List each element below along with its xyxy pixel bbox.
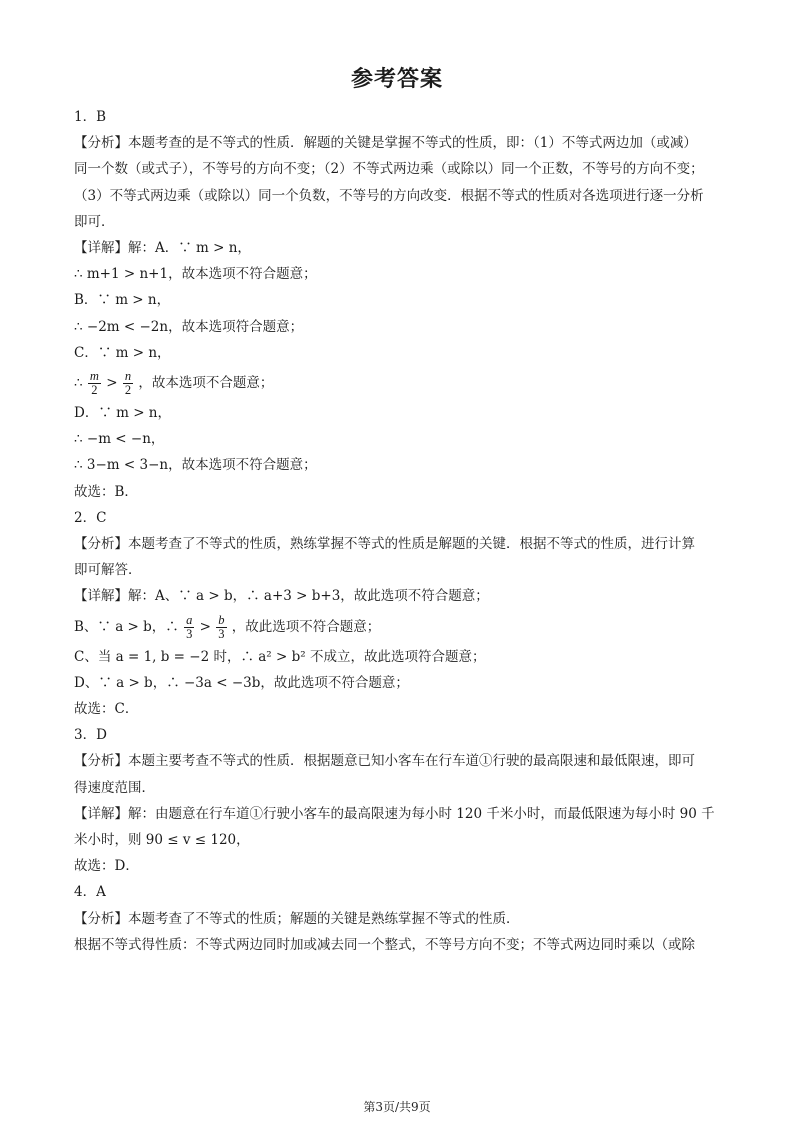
text-line: 1．B (74, 109, 107, 125)
text-line: 【详解】解：由题意在行车道①行驶小客车的最高限速为每小时 120 千米小时，而最低限速为每小时 90 千 (74, 805, 715, 822)
fraction-suffix: ，故本选项不合题意； (138, 375, 274, 392)
text-line: D、∵ a > b，∴ −3a < −3b，故此选项不符合题意； (74, 674, 409, 691)
text-line: ∴ −m < −n， (74, 431, 165, 448)
fraction-denominator: 3 (186, 626, 193, 641)
fraction-numerator: n (124, 369, 132, 384)
text-line: 【分析】本题考查了不等式的性质，熟练掌握不等式的性质是解题的关键．根据不等式的性质，进行计算 (74, 536, 695, 553)
text-line: ∴ 3−m < 3−n，故本选项不符合题意； (74, 457, 317, 474)
text-line: 同一个数（或式子），不等号的方向不变；（2）不等式两边乘（或除以）同一个正数，不等号的方向不变； (74, 161, 704, 178)
text-line: 根据不等式得性质：不等式两边同时加或减去同一个整式，不等号方向不变；不等式两边同时乘以（或除 (74, 936, 695, 953)
text-line: （3）不等式两边乘（或除以）同一个负数，不等号的方向改变．根据不等式的性质对各选项进行逐一分析 (74, 187, 704, 204)
fraction-m-over-2 (88, 370, 101, 397)
text-line: B．∵ m > n， (74, 292, 171, 309)
text-line: C．∵ m > n， (74, 344, 171, 361)
fraction-prefix: B、∵ a > b，∴ (74, 618, 179, 635)
text-line: C、当 a = 1, b = −2 时，∴ a² > b² 不成立，故此选项符合题意； (74, 648, 486, 665)
fraction-denominator: 2 (91, 383, 98, 398)
text-line: 米小时，则 90 ≤ v ≤ 120， (74, 832, 250, 849)
text-line: 即可解答． (74, 562, 142, 579)
text-line: 故选：B． (74, 483, 138, 500)
fraction-numerator: a (186, 612, 193, 627)
inequality-sign: > (106, 375, 118, 392)
text-line: 【分析】本题主要考查不等式的性质．根据题意已知小客车在行车道①行驶的最高限速和最低限速，即可 (74, 753, 695, 770)
fraction-denominator: 2 (124, 383, 132, 398)
text-line: ∴ −2m < −2n，故本选项符合题意； (74, 318, 304, 335)
text-line: 【详解】解：A．∵ m > n， (74, 240, 251, 257)
text-line: 3．D (74, 727, 107, 744)
text-line: 故选：C． (74, 701, 139, 718)
text-line: D．∵ m > n， (74, 405, 172, 422)
fraction-numerator: m (89, 369, 99, 384)
fraction-a-over-3 (184, 614, 194, 641)
text-line: 2．C (74, 509, 107, 526)
fraction-n-over-2 (123, 370, 133, 397)
fraction-b-over-3 (216, 614, 226, 641)
text-line: 【分析】本题考查的是不等式的性质．解题的关键是掌握不等式的性质，即：（1）不等式两边加（或减） (74, 135, 697, 152)
fraction-suffix: ，故此选项不符合题意； (231, 618, 381, 635)
text-line: 故选：D． (74, 858, 139, 875)
inequality-sign: > (199, 618, 211, 635)
text-line: 4．A (74, 884, 106, 901)
text-line: 【详解】解：A、∵ a > b，∴ a+3 > b+3，故此选项不符合题意； (74, 588, 489, 605)
text-line: 【分析】本题考查了不等式的性质；解题的关键是熟练掌握不等式的性质． (74, 910, 520, 927)
page-title: 参考答案 (350, 67, 443, 92)
fraction-denominator: 3 (218, 626, 225, 641)
answer-content (74, 104, 724, 958)
text-line: 得速度范围． (74, 779, 155, 796)
text-line: ∴ m+1 > n+1，故本选项不符合题意； (74, 266, 317, 283)
text-line: 即可． (74, 213, 115, 230)
fraction-prefix: ∴ (74, 375, 83, 392)
page-number: 第3页/共9页 (363, 1100, 431, 1114)
fraction-line-b2 (74, 610, 724, 644)
fraction-line-c (74, 366, 724, 400)
fraction-numerator: b (218, 612, 225, 627)
